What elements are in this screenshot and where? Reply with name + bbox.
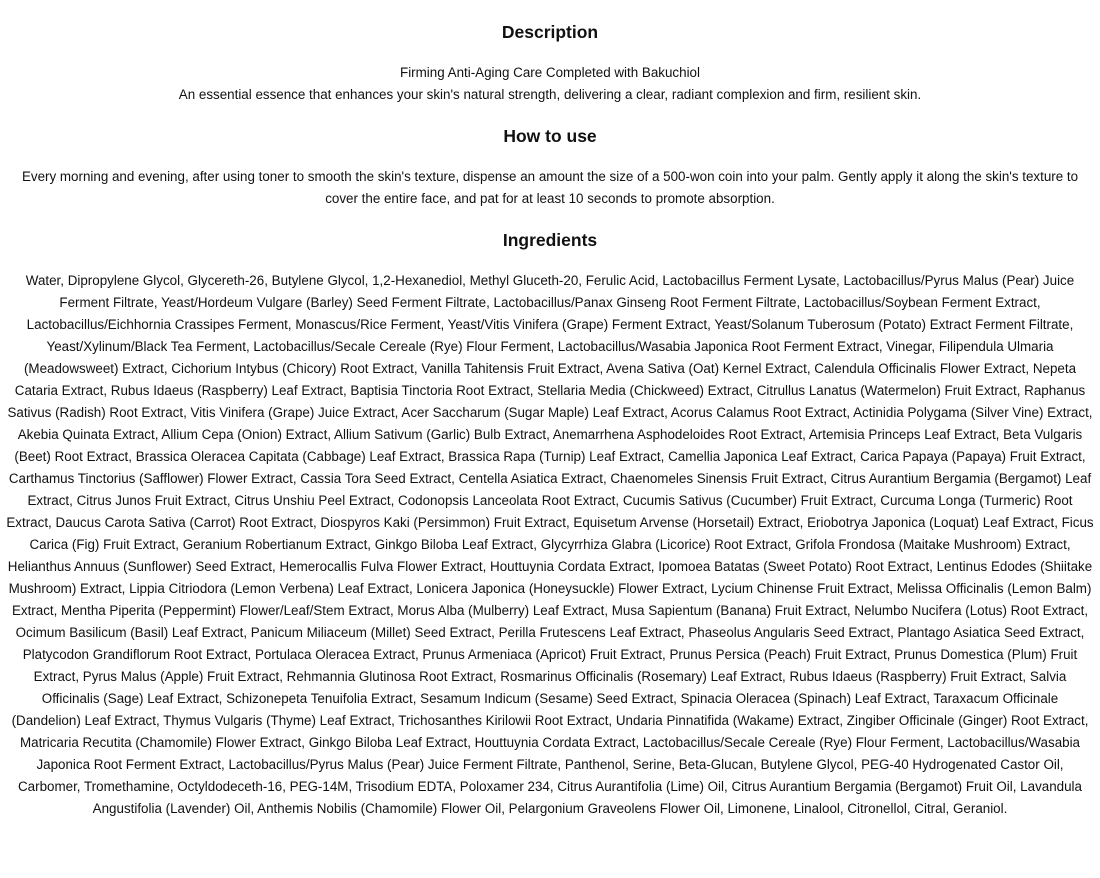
description-body: [0, 62, 1100, 106]
ingredients-text: Water, Dipropylene Glycol, Glycereth-26, Butylene Glycol, 1,2-Hexanediol, Methyl Gluceth-20, Ferulic Acid, Lactobacillus Ferment Lysate, Lactobacillus/Pyrus Malus (Pear) Juice Ferment Filtrate, Yeast/Hordeum Vulgare (Barley) Seed Ferment Filtrate, Lactobacillus/Panax Ginseng Root Ferment Filtrate, Lactobacillus/Soybean Ferment Extract, Lactobacillus/Eichhornia Crassipes Ferment, Monascus/Rice Ferment, Yeast/Vitis Vinifera (Grape) Ferment Extract, Yeast/Solanum Tuberosum (Potato) Extract Ferment Filtrate, Yeast/Xylinum/Black Tea Ferment, Lactobacillus/Secale Cereale (Rye) Flour Ferment, Lactobacillus/Wasabia Japonica Root Ferment Extract, Vinegar, Filipendula Ulmaria (Meadowsweet) Extract, Cichorium Intybus (Chicory) Root Extract, Vanilla Tahitensis Fruit Extract, Avena Sativa (Oat) Kernel Extract, Calendula Officinalis Flower Extract, Nepeta Cataria Extract, Rubus Idaeus (Raspberry) Leaf Extract, Baptisia Tinctoria Root Extract, Stellaria Media (Chickweed) Extract, Citrullus Lanatus (Watermelon) Fruit Extract, Raphanus Sativus (Radish) Root Extract, Vitis Vinifera (Grape) Juice Extract, Acer Saccharum (Sugar Maple) Leaf Extract, Acorus Calamus Root Extract, Actinidia Polygama (Silver Vine) Extract, Akebia Quinata Extract, Allium Cepa (Onion) Extract, Allium Sativum (Garlic) Bulb Extract, Anemarrhena Asphodeloides Root Extract, Artemisia Princeps Leaf Extract, Beta Vulgaris (Beet) Root Extract, Brassica Oleracea Capitata (Cabbage) Leaf Extract, Brassica Rapa (Turnip) Leaf Extract, Camellia Japonica Leaf Extract, Carica Papaya (Papaya) Fruit Extract, Carthamus Tinctorius (Safflower) Flower Extract, Cassia Tora Seed Extract, Centella Asiatica Extract, Chaenomeles Sinensis Fruit Extract, Citrus Aurantium Bergamia (Bergamot) Leaf Extract, Citrus Junos Fruit Extract, Citrus Unshiu Peel Extract, Codonopsis Lanceolata Root Extract, Cucumis Sativus (Cucumber) Fruit Extract, Curcuma Longa (Turmeric) Root Extract, Daucus Carota Sativa (Carrot) Root Extract, Diospyros Kaki (Persimmon) Fruit Extract, Equisetum Arvense (Horsetail) Extract, Eriobotrya Japonica (Loquat) Leaf Extract, Ficus Carica (Fig) Fruit Extract, Geranium Robertianum Extract, Ginkgo Biloba Leaf Extract, Glycyrrhiza Glabra (Licorice) Root Extract, Grifola Frondosa (Maitake Mushroom) Extract, Helianthus Annuus (Sunflower) Seed Extract, Hemerocallis Fulva Flower Extract, Houttuynia Cordata Extract, Ipomoea Batatas (Sweet Potato) Root Extract, Lentinus Edodes (Shiitake Mushroom) Extract, Lippia Citriodora (Lemon Verbena) Leaf Extract, Lonicera Japonica (Honeysuckle) Flower Extract, Lycium Chinense Fruit Extract, Melissa Officinalis (Lemon Balm) Extract, Mentha Piperita (Peppermint) Flower/Leaf/Stem Extract, Morus Alba (Mulberry) Leaf Extract, Musa Sapientum (Banana) Fruit Extract, Nelumbo Nucifera (Lotus) Root Extract, Ocimum Basilicum (Basil) Leaf Extract, Panicum Miliaceum (Millet) Seed Extract, Perilla Frutescens Leaf Extract, Phaseolus Angularis Seed Extract, Plantago Asiatica Seed Extract, Platycodon Grandiflorum Root Extract, Portulaca Oleracea Extract, Prunus Armeniaca (Apricot) Fruit Extract, Prunus Persica (Peach) Fruit Extract, Prunus Domestica (Plum) Fruit Extract, Pyrus Malus (Apple) Fruit Extract, Rehmannia Glutinosa Root Extract, Rosmarinus Officinalis (Rosemary) Leaf Extract, Rubus Idaeus (Raspberry) Fruit Extract, Salvia Officinalis (Sage) Leaf Extract, Schizonepeta Tenuifolia Extract, Sesamum Indicum (Sesame) Seed Extract, Spinacia Oleracea (Spinach) Leaf Extract, Taraxacum Officinale (Dandelion) Leaf Extract, Thymus Vulgaris (Thyme) Leaf Extract, Trichosanthes Kirilowii Root Extract, Undaria Pinnatifida (Wakame) Extract, Zingiber Officinale (Ginger) Root Extract, Matricaria Recutita (Chamomile) Flower Extract, Ginkgo Biloba Leaf Extract, Houttuynia Cordata Extract, Lactobacillus/Secale Cereale (Rye) Flour Ferment, Lactobacillus/Wasabia Japonica Root Ferment Extract, Lactobacillus/Pyrus Malus (Pear) Juice Ferment Filtrate, Panthenol, Serine, Beta-Glucan, Butylene Glycol, PEG-40 Hydrogenated Castor Oil, Carbomer, Tromethamine, Octyldodeceth-16, PEG-14M, Trisodium EDTA, Poloxamer 234, Citrus Aurantifolia (Lime) Oil, Citrus Aurantium Bergamia (Bergamot) Fruit Oil, Lavandula Angustifolia (Lavender) Oil, Anthemis Nobilis (Chamomile) Flower Oil, Pelargonium Graveolens Flower Oil, Limonene, Linalool, Citronellol, Citral, Geraniol.: [6, 273, 1094, 816]
ingredients-heading: Ingredients: [502, 230, 598, 250]
description-tagline: Firming Anti-Aging Care Completed with Bakuchiol: [400, 65, 700, 80]
how-to-use-text: Every morning and evening, after using toner to smooth the skin's texture, dispense an amount the size of a 500-won coin into your palm. Gently apply it along the skin's texture to cover the entire face, and pat for at least 10 seconds to promote absorption.: [21, 169, 1079, 206]
how-to-use-heading: How to use: [503, 126, 597, 146]
description-text: An essential essence that enhances your skin's natural strength, delivering a clear, radiant complexion and firm, resilient skin.: [178, 87, 922, 102]
description-heading: Description: [501, 22, 599, 42]
